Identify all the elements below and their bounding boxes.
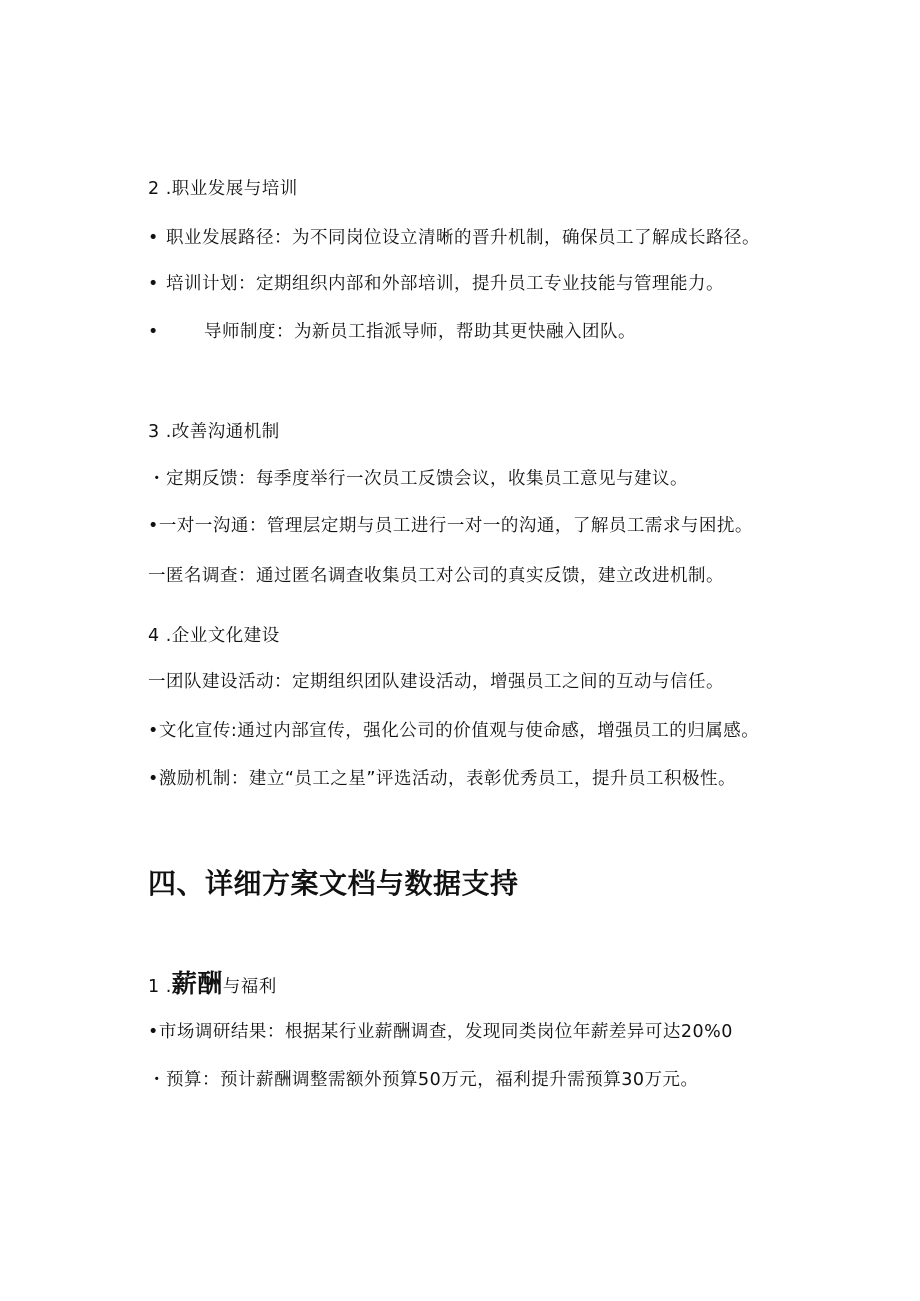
list-item: •文化宣传:通过内部宣传，强化公司的价值观与使命感，增强员工的归属感。 — [148, 721, 760, 741]
section-3-heading: 3 .改善沟通机制 — [148, 422, 280, 442]
subsection-1-heading — [148, 969, 277, 999]
list-item-text: 导师制度：为新员工指派导师，帮助其更快融入团队。 — [204, 322, 636, 342]
list-item: •一对一沟通：管理层定期与员工进行一对一的沟通，了解员工需求与困扰。 — [148, 516, 753, 536]
list-item — [148, 226, 760, 250]
list-item: ・预算：预计薪酬调整需额外预算50万元，福利提升需预算30万元。 — [148, 1070, 699, 1090]
bullet: • — [148, 322, 159, 342]
list-item — [148, 320, 636, 344]
list-item-text: 培训计划：定期组织内部和外部培训，提升员工专业技能与管理能力。 — [166, 274, 724, 294]
list-item: ・定期反馈：每季度举行一次员工反馈会议，收集员工意见与建议。 — [148, 469, 688, 489]
list-item-text: 职业发展路径：为不同岗位设立清晰的晋升机制，确保员工了解成长路径。 — [166, 228, 760, 248]
bullet: • — [148, 228, 159, 248]
subsection-number: 1 . — [148, 977, 172, 997]
list-item: •激励机制：建立“员工之星”评选活动，表彰优秀员工，提升员工积极性。 — [148, 769, 736, 789]
list-item: •市场调研结果：根据某行业薪酬调查，发现同类岗位年薪差异可达20%0 — [148, 1022, 733, 1042]
chapter-heading: 四、详细方案文档与数据支持 — [148, 867, 519, 900]
bullet: • — [148, 274, 159, 294]
list-item — [148, 272, 724, 296]
section-4-heading: 4 .企业文化建设 — [148, 626, 280, 646]
list-item: 一团队建设活动：定期组织团队建设活动，增强员工之间的互动与信任。 — [148, 672, 724, 692]
list-item: 一匿名调查：通过匿名调查收集员工对公司的真实反馈，建立改进机制。 — [148, 566, 724, 586]
subsection-title-emphasis: 薪酬 — [171, 969, 223, 998]
subsection-title-rest: 与福利 — [222, 977, 277, 997]
section-2-heading: 2 .职业发展与培训 — [148, 179, 298, 199]
